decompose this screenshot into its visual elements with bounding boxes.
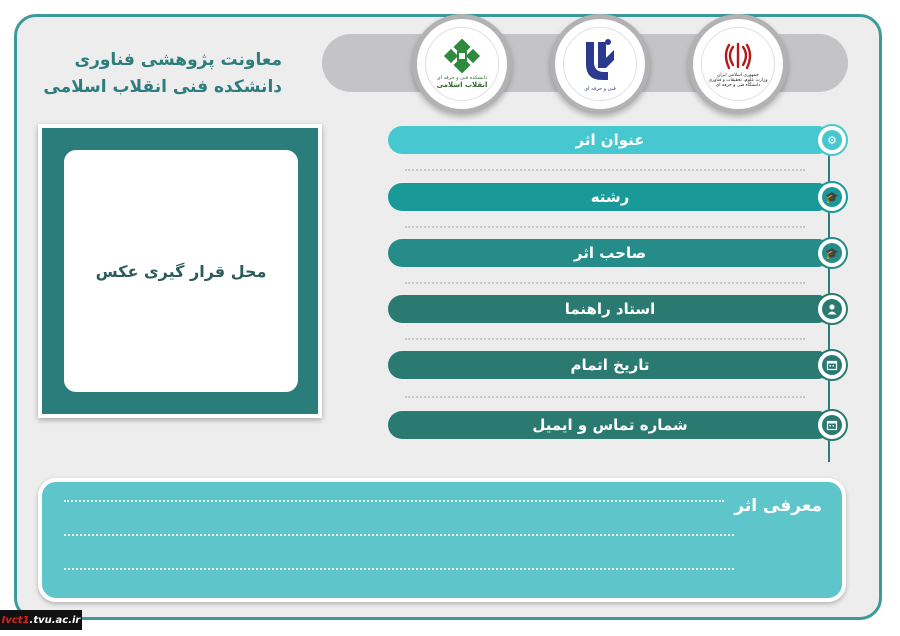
- field-work-title[interactable]: [388, 126, 832, 154]
- intro-line: [64, 534, 734, 536]
- calendar-icon: [816, 349, 848, 381]
- user-icon: [816, 293, 848, 325]
- photo-placeholder-label: محل قرار گیری عکس: [95, 261, 267, 281]
- field-supervisor[interactable]: [388, 295, 832, 323]
- ministry-logo: [688, 14, 788, 114]
- photo-frame: [38, 124, 322, 418]
- field-divider: [405, 338, 805, 340]
- intro-line: [64, 500, 724, 502]
- header-title-line1: معاونت پژوهشی فناوری: [74, 50, 282, 70]
- college-logo-text2: انقلاب اسلامی: [436, 81, 488, 89]
- college-logo-text1: دانشکده فنی و حرفه ای: [436, 75, 488, 81]
- intro-box[interactable]: [38, 478, 846, 602]
- graduation-cap-icon: 🎓: [816, 237, 848, 269]
- star-pattern-icon: [443, 39, 481, 73]
- field-divider: [405, 396, 805, 398]
- watermark-suffix: .tvu.ac.ir: [29, 614, 81, 626]
- field-author-label: صاحب اثر: [573, 244, 647, 262]
- tvu-logo: [550, 14, 650, 114]
- intro-label: معرفی اثر: [734, 496, 822, 516]
- field-divider: [405, 282, 805, 284]
- header-title-line2: دانشکده فنی انقلاب اسلامی: [43, 77, 282, 97]
- field-divider: [405, 226, 805, 228]
- field-contact[interactable]: [388, 411, 832, 439]
- field-work-title-label: عنوان اثر: [575, 131, 645, 149]
- field-divider: [405, 169, 805, 171]
- field-completion-date-label: تاریخ اتمام: [570, 356, 650, 374]
- watermark-prefix: Ivct1: [1, 614, 30, 626]
- field-contact-label: شماره تماس و ایمیل: [532, 416, 688, 434]
- site-watermark: [0, 610, 82, 630]
- photo-placeholder[interactable]: [64, 150, 298, 392]
- ministry-logo-text1: جمهوری اسلامی ایران: [717, 72, 759, 78]
- calendar-icon: [816, 409, 848, 441]
- field-completion-date[interactable]: [388, 351, 832, 379]
- field-major[interactable]: [388, 183, 832, 211]
- ministry-logo-text3: دانشگاه فنی و حرفه ای: [715, 82, 761, 88]
- graduation-cap-icon: 🎓: [816, 181, 848, 213]
- college-logo: [412, 14, 512, 114]
- field-author[interactable]: [388, 239, 832, 267]
- gear-icon: ⚙: [816, 124, 848, 156]
- tvu-logo-text2: فنی و حرفه ای: [584, 86, 616, 92]
- field-major-label: رشته: [590, 188, 630, 206]
- tvu-emblem-icon: [578, 36, 622, 86]
- intro-line: [64, 568, 734, 570]
- iran-emblem-icon: [723, 41, 753, 71]
- ministry-logo-text2: وزارت علوم، تحقیقات و فناوری: [708, 77, 768, 83]
- field-supervisor-label: استاد راهنما: [564, 300, 656, 318]
